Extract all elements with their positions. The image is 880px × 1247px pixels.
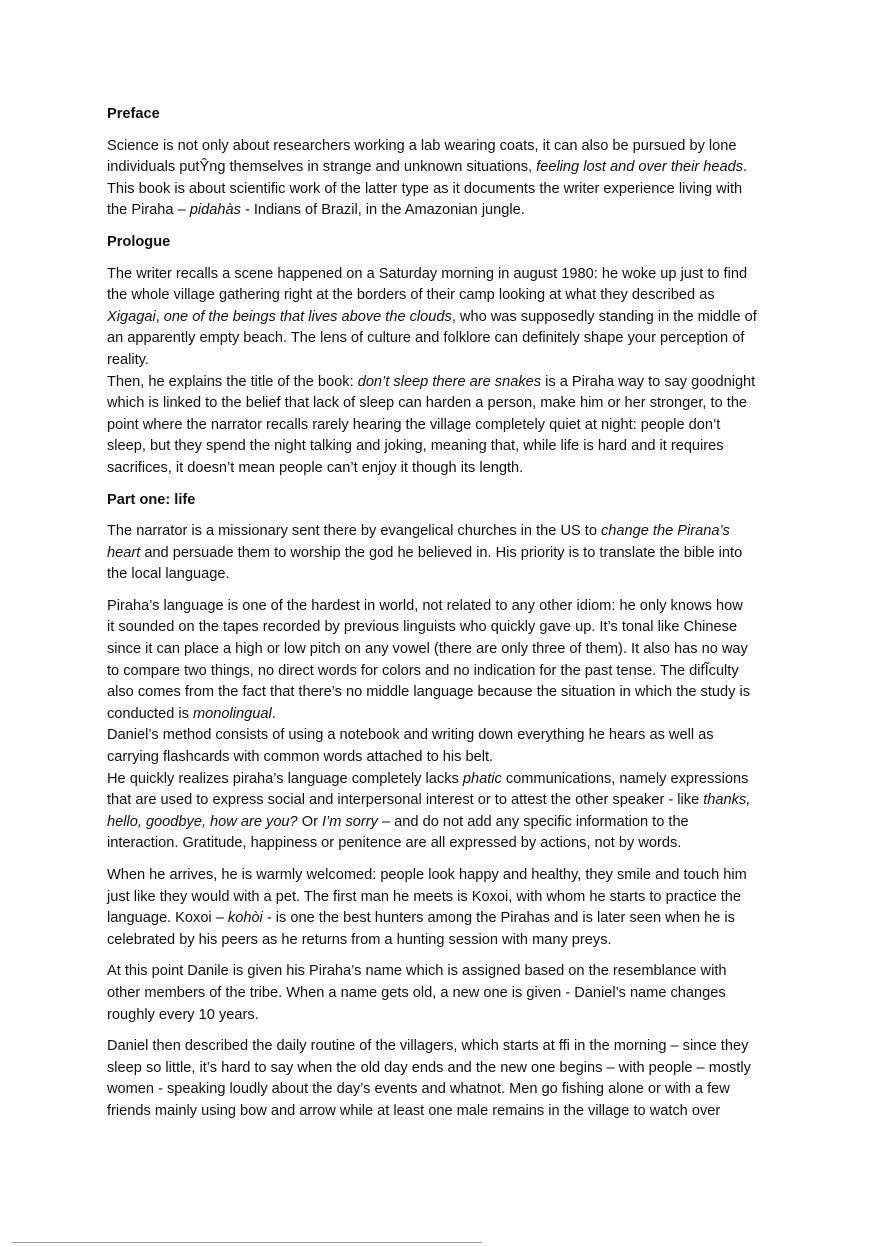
italic-phrase: Xigagai [107, 308, 156, 325]
text-run: individuals putŶng themselves in strange and unknown situations, [107, 159, 537, 176]
text-run: The narrator is a missionary sent there by evangelical churches in the US to [107, 523, 601, 540]
text-line: to compare two things, no direct words for colors and no indication for the past tense. The difĨculty [107, 662, 739, 679]
text-line: since it can place a high or low pitch on any vowel (there are only three of them). It also has no way [107, 641, 748, 658]
text-line: reality. [107, 351, 149, 368]
text-line [107, 307, 772, 329]
text-line [107, 372, 772, 394]
italic-phrase: thanks, [703, 792, 751, 809]
text-line [107, 543, 772, 565]
text-run: communications, namely expressions [501, 770, 749, 787]
text-line: When he arrives, he is warmly welcomed: people look happy and healthy, they smile and touch him [107, 867, 747, 883]
text-line: it sounded on the tapes recorded by previous linguists who quickly gave up. It’s tonal like Chinese [107, 619, 738, 636]
text-line: also comes from the fact that there’s no middle language because the situation in which the study is [107, 684, 751, 701]
text-run: , [155, 308, 164, 325]
text-run: and persuade them to worship the god he believed in. His priority is to translate the bible into [140, 544, 743, 561]
text-line [107, 200, 772, 222]
italic-phrase: phatic [462, 770, 502, 787]
text-run: the Piraha – [107, 202, 190, 219]
text-line: just like they would with a pet. The first man he meets is Koxoi, with whom he starts to practice the [107, 888, 742, 905]
part-one-paragraph-2 [107, 596, 772, 855]
part-one-paragraph-1 [107, 521, 772, 586]
text-run: that are used to express social and interpersonal interest or to attest the other speaker - like [107, 792, 704, 809]
italic-phrase: pidahàs [189, 202, 241, 219]
text-run: Then, he explains the title of the book: [107, 373, 358, 390]
text-line: interaction. Gratitude, happiness or penitence are all expressed by actions, not by words. [107, 835, 682, 852]
part-one-paragraph-3 [107, 865, 772, 951]
text-line: This book is about scientific work of the latter type as it documents the writer experience living with [107, 180, 743, 197]
text-line [107, 157, 772, 179]
text-line: the local language. [107, 566, 230, 583]
text-run: . [271, 705, 276, 722]
text-run: Or [297, 813, 322, 830]
text-line: celebrated by his peers as he returns from a hunting session with many preys. [107, 931, 612, 948]
text-line: Daniel then described the daily routine of the villagers, which starts at ffi in the morning – since they [107, 1038, 749, 1055]
part-one-paragraph-4 [107, 961, 772, 1026]
italic-phrase: feeling lost and over their heads [536, 159, 744, 176]
italic-phrase: monolingual [193, 705, 272, 722]
text-line [107, 769, 772, 791]
text-run: He quickly realizes piraha’s language completely lacks [107, 770, 463, 787]
text-line: friends mainly using bow and arrow while at least one male remains in the village to watch over [107, 1102, 721, 1119]
text-line: carrying flashcards with common words attached to his belt. [107, 749, 494, 766]
text-line: women - speaking loudly about the day’s events and whatnot. Men go fishing alone or with a few [107, 1081, 730, 1098]
italic-phrase: I’m sorry [322, 813, 378, 830]
italic-phrase: one of the beings that lives above the clouds [163, 308, 452, 325]
italic-phrase: change the Pirana’s [601, 523, 730, 540]
text-run: is a Piraha way to say goodnight [541, 373, 756, 390]
part-one-heading: Part one: life [107, 491, 196, 508]
text-line: sleep so little, it’s hard to say when the old day ends and the new one begins – with people – mostly [107, 1059, 751, 1076]
text-run: - Indians of Brazil, in the Amazonian jungle. [240, 202, 525, 219]
text-line: Science is not only about researchers working a lab wearing coats, it can also be pursued by lone [107, 137, 737, 154]
preface-heading: Preface [107, 106, 160, 122]
text-line [107, 521, 772, 543]
text-line: point where the narrator recalls rarely hearing the village completely quiet at night: people don’t [107, 416, 721, 433]
italic-phrase: don’t sleep there are snakes [357, 373, 542, 390]
text-line: The writer recalls a scene happened on a Saturday morning in august 1980: he woke up just to find [107, 265, 748, 282]
italic-phrase: hello, goodbye, how are you? [107, 813, 298, 830]
text-line: sleep, but they spend the night talking and joking, meaning that, while life is hard and it requires [107, 438, 724, 455]
text-line [107, 908, 772, 930]
text-line: other members of the tribe. When a name gets old, a new one is given - Daniel’s name changes [107, 984, 726, 1001]
page-footer-rule [12, 1242, 482, 1243]
text-line: Piraha’s language is one of the hardest in world, not related to any other idiom: he only knows how [107, 597, 743, 614]
text-run: . [743, 159, 748, 176]
text-line [107, 704, 772, 726]
text-line: Daniel’s method consists of using a notebook and writing down everything he hears as well as [107, 727, 714, 744]
document-body [107, 104, 772, 1133]
text-run: conducted is [107, 705, 193, 722]
text-run: language. Koxoi – [107, 910, 228, 927]
text-line: roughly every 10 years. [107, 1006, 259, 1023]
italic-phrase: kohòi [227, 910, 263, 927]
part-one-paragraph-5 [107, 1036, 772, 1122]
text-line: which is linked to the belief that lack of sleep can harden a person, make him or her stronger, to the [107, 395, 748, 412]
text-run: – and do not add any specific information to the [377, 813, 689, 830]
italic-phrase: heart [107, 544, 141, 561]
text-line: the whole village gathering right at the borders of their camp looking at what they described as [107, 287, 715, 304]
text-line: At this point Danile is given his Piraha’s name which is assigned based on the resemblance with [107, 963, 727, 980]
prologue-heading: Prologue [107, 233, 171, 250]
text-run: , who was supposedly standing in the middle of [451, 308, 757, 325]
text-line: sacrifices, it doesn’t mean people can’t enjoy it though its length. [107, 459, 524, 476]
text-line [107, 790, 772, 812]
text-run: - is one the best hunters among the Pirahas and is later seen when he is [262, 910, 735, 927]
preface-paragraph [107, 136, 772, 222]
text-line [107, 812, 772, 834]
text-line: an apparently empty beach. The lens of culture and folklore can definitely shape your perception of [107, 330, 745, 347]
prologue-paragraph [107, 264, 772, 480]
